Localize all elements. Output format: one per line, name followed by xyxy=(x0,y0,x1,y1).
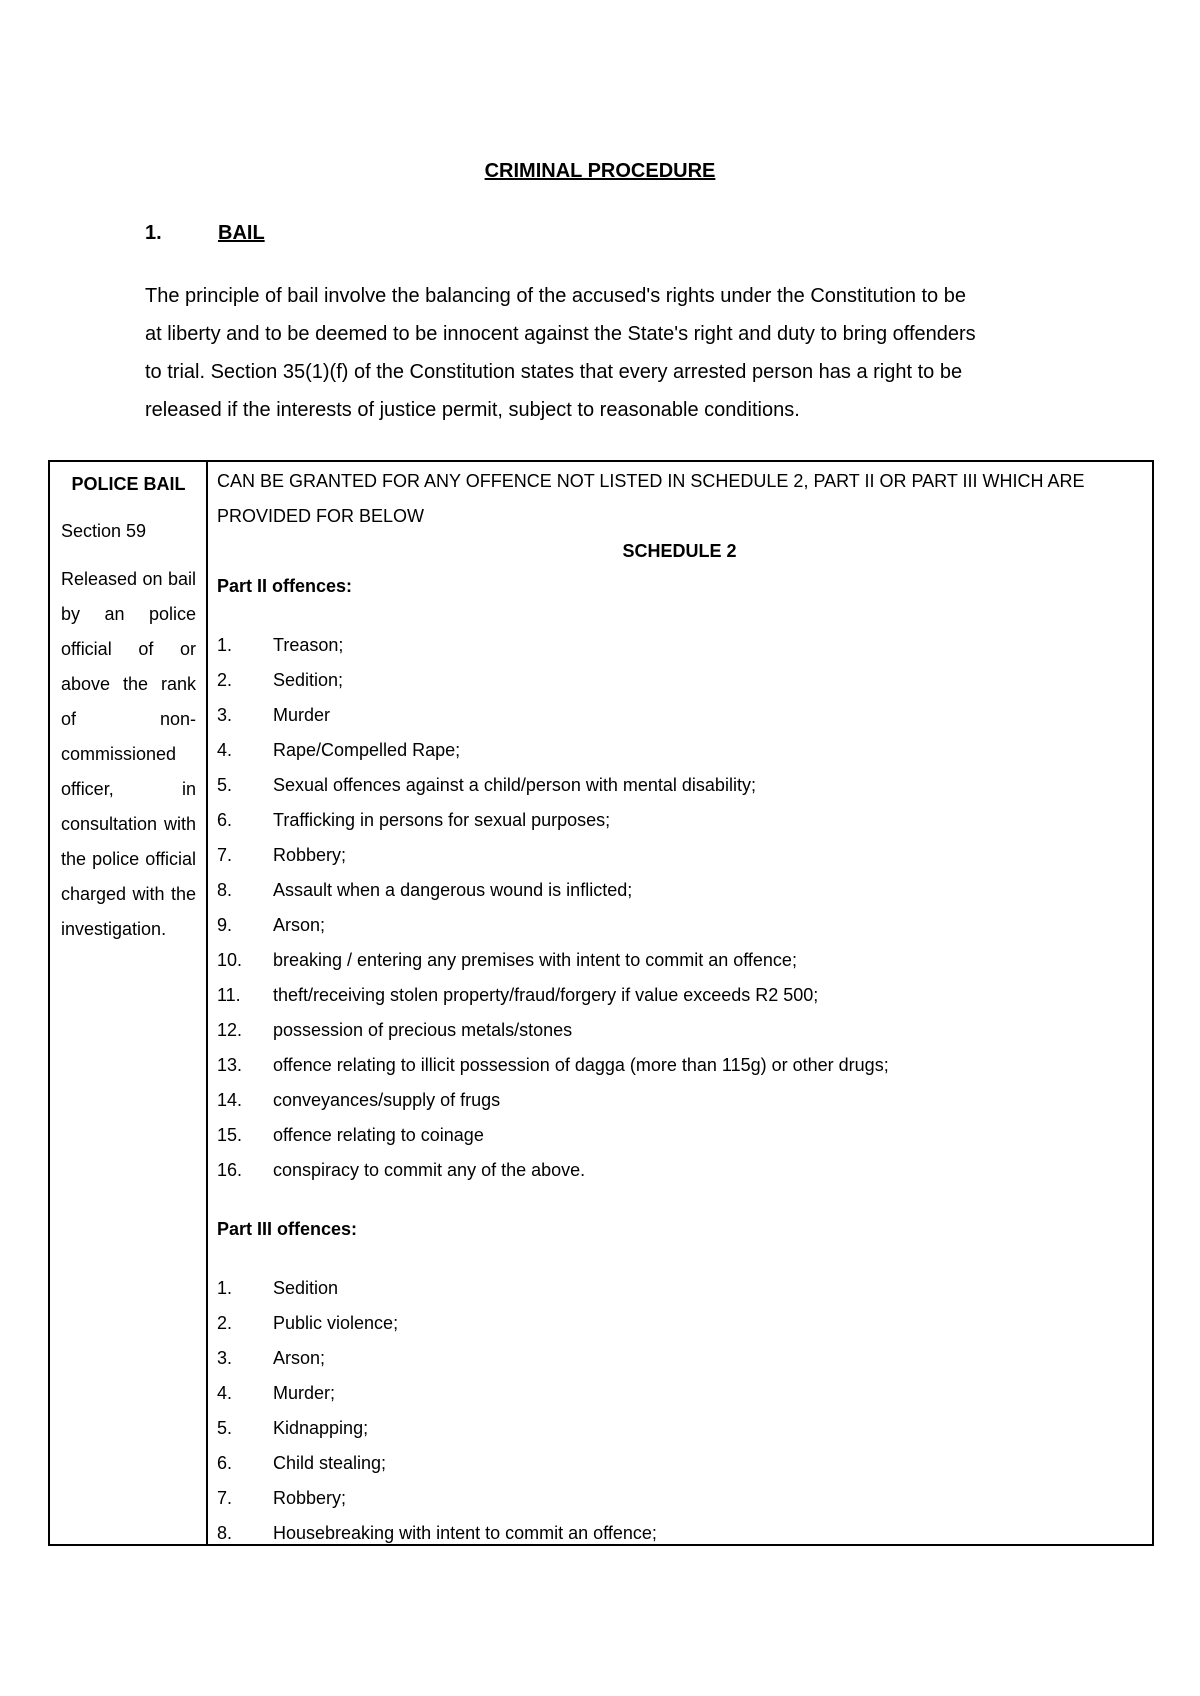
list-item-text: Murder xyxy=(273,705,331,725)
list-item xyxy=(217,803,1142,838)
list-item-number: 8. xyxy=(217,1523,233,1543)
list-item xyxy=(217,733,1142,768)
police-bail-title: POLICE BAIL xyxy=(71,474,186,494)
list-item-text: Rape/Compelled Rape; xyxy=(273,740,461,760)
list-item-number: 5. xyxy=(217,1418,233,1438)
list-item-number: 5. xyxy=(217,775,233,795)
list-item xyxy=(217,1048,1142,1083)
list-item-number: 11. xyxy=(217,985,241,1005)
list-item-number: 7. xyxy=(217,1488,233,1508)
list-item-number: 10. xyxy=(217,950,243,970)
list-item xyxy=(217,1411,1142,1446)
list-item xyxy=(217,908,1142,943)
section-heading xyxy=(145,222,265,245)
list-item-text: Trafficking in persons for sexual purposes; xyxy=(273,810,611,830)
list-item-text: conveyances/supply of frugs xyxy=(273,1090,501,1110)
part2-heading: Part II offences: xyxy=(217,576,353,596)
list-item-text: Public violence; xyxy=(273,1313,399,1333)
part2-list xyxy=(217,628,1142,1188)
list-item xyxy=(217,698,1142,733)
list-item-number: 6. xyxy=(217,810,233,830)
list-item-number: 15. xyxy=(217,1125,243,1145)
list-item-number: 3. xyxy=(217,1348,233,1368)
list-item-number: 16. xyxy=(217,1160,243,1180)
list-item-text: Kidnapping; xyxy=(273,1418,369,1438)
list-item-number: 8. xyxy=(217,880,233,900)
section-heading-text: BAIL xyxy=(218,222,265,244)
police-bail-description: Released on bail by an police official of or above the rank of non-commissioned officer, in consultation with the police official charged with the investigation. xyxy=(61,569,196,939)
list-item-text: possession of precious metals/stones xyxy=(273,1020,573,1040)
list-item xyxy=(217,838,1142,873)
list-item-text: Robbery; xyxy=(273,1488,347,1508)
list-item-text: Murder; xyxy=(273,1383,336,1403)
list-item xyxy=(217,1271,1142,1306)
list-item xyxy=(217,1083,1142,1118)
intro-line: released if the interests of justice permit, subject to reasonable conditions. xyxy=(145,399,800,421)
list-item-text: Housebreaking with intent to commit an offence; xyxy=(273,1523,657,1543)
list-item xyxy=(217,978,1142,1013)
list-item xyxy=(217,768,1142,803)
intro-line: at liberty and to be deemed to be innocent against the State's right and duty to bring offenders xyxy=(145,323,976,345)
list-item-number: 4. xyxy=(217,1383,233,1403)
intro-paragraph xyxy=(145,277,1065,429)
list-item-text: conspiracy to commit any of the above. xyxy=(273,1160,586,1180)
list-item-text: Treason; xyxy=(273,635,344,655)
list-item xyxy=(217,1306,1142,1341)
list-item-number: 4. xyxy=(217,740,233,760)
list-item-text: offence relating to coinage xyxy=(273,1125,484,1145)
section-reference: Section 59 xyxy=(61,521,147,541)
list-item-text: Sedition xyxy=(273,1278,339,1298)
bail-table xyxy=(48,460,1154,1546)
list-item xyxy=(217,943,1142,978)
list-item xyxy=(217,873,1142,908)
list-item-number: 1. xyxy=(217,1278,233,1298)
intro-line: to trial. Section 35(1)(f) of the Constitution states that every arrested person has a right to be xyxy=(145,361,963,383)
section-heading-number: 1. xyxy=(145,222,162,244)
list-item-number: 7. xyxy=(217,845,233,865)
list-item xyxy=(217,663,1142,698)
list-item-number: 13. xyxy=(217,1055,243,1075)
list-item-text: Child stealing; xyxy=(273,1453,387,1473)
list-item xyxy=(217,628,1142,663)
document-title: CRIMINAL PROCEDURE xyxy=(484,160,716,182)
list-item-number: 3. xyxy=(217,705,233,725)
part3-heading: Part III offences: xyxy=(217,1219,358,1239)
list-item-number: 6. xyxy=(217,1453,233,1473)
list-item xyxy=(217,1341,1142,1376)
intro-line: The principle of bail involve the balancing of the accused's rights under the Constitution to be xyxy=(145,285,966,307)
list-item-text: Robbery; xyxy=(273,845,347,865)
list-item xyxy=(217,1376,1142,1411)
list-item-text: Arson; xyxy=(273,1348,326,1368)
list-item-text: Sexual offences against a child/person with mental disability; xyxy=(273,775,756,795)
list-item xyxy=(217,1516,1142,1551)
list-item-text: Assault when a dangerous wound is inflicted; xyxy=(273,880,633,900)
list-item-text: breaking / entering any premises with intent to commit an offence; xyxy=(273,950,797,970)
list-item xyxy=(217,1118,1142,1153)
granted-text: CAN BE GRANTED FOR ANY OFFENCE NOT LISTED IN SCHEDULE 2, PART II OR PART III WHICH ARE PROVIDED FOR BELOW xyxy=(217,471,1085,526)
part3-list xyxy=(217,1271,1142,1551)
list-item xyxy=(217,1153,1142,1188)
list-item-text: Arson; xyxy=(273,915,326,935)
list-item-text: offence relating to illicit possession of dagga (more than 115g) or other drugs; xyxy=(273,1055,889,1075)
list-item-text: theft/receiving stolen property/fraud/forgery if value exceeds R2 500; xyxy=(273,985,819,1005)
list-item xyxy=(217,1013,1142,1048)
list-item-number: 12. xyxy=(217,1020,243,1040)
schedule-title: SCHEDULE 2 xyxy=(622,541,737,561)
list-item-number: 14. xyxy=(217,1090,243,1110)
left-column xyxy=(50,462,206,947)
list-item-text: Sedition; xyxy=(273,670,344,690)
list-item-number: 2. xyxy=(217,670,233,690)
list-item xyxy=(217,1481,1142,1516)
list-item-number: 1. xyxy=(217,635,233,655)
list-item-number: 2. xyxy=(217,1313,233,1333)
list-item xyxy=(217,1446,1142,1481)
list-item-number: 9. xyxy=(217,915,233,935)
right-column xyxy=(208,462,1152,1551)
